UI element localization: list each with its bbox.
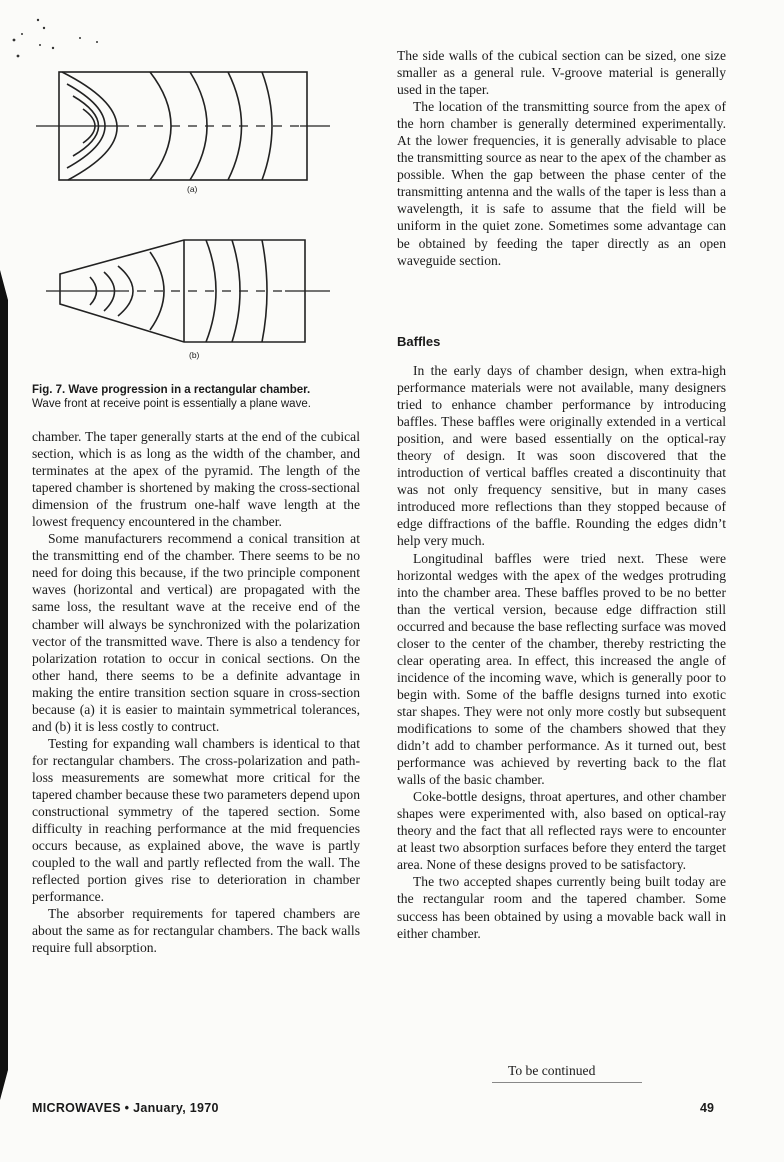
baffles-paragraph-4: The two accepted shapes currently being built today are the rectangular room and the tapered chamber. Some success has been obtained by using a movable back wall in either chamber.	[397, 874, 726, 941]
figure-caption	[32, 384, 362, 411]
right-column-baffles	[397, 362, 726, 942]
left-paragraph-4: The absorber requirements for tapered chambers are about the same as for rectangular chambers. The back walls require full absorption.	[32, 906, 360, 956]
figure-a-label: (a)	[187, 184, 198, 194]
figure-caption-title: Fig. 7. Wave progression in a rectangular chamber.	[32, 384, 311, 396]
figure-b-tapered-chamber	[46, 240, 330, 342]
left-paragraph-2: Some manufacturers recommend a conical transition at the transmitting end of the chamber. There seems to be no need for doing this because, if the two principle component waves (horizontal and vertical) are propagated with the same loss, the resultant wave at the receive end of the chamber will always be synchronized with the polarization vector of the transmitted wave. There is also a tendency for polarization rotation to occur in conical sections. On the other hand, there seems to be a definite advantage in making the entire transition section square in cross-section because (a) it is easier to maintain symmetrical tolerances, and (b) it is less costly to contruct.	[32, 531, 360, 734]
figure-caption-text: Wave front at receive point is essentially a plane wave.	[32, 397, 311, 410]
baffles-paragraph-2: Longitudinal baffles were tried next. These were horizontal wedges with the apex of the wedges protruding into the chamber area. These baffles proved to be no better than the vertical version, because edge diffraction still occurred and because the base reflecting surface was moved closer to the center of the chamber, thereby restricting the clear operating area. In effect, this increased the angle of incidence of the incoming wave, which is generally poor to begin with. Some of the baffle designs turned into exotic star shapes. They were not only more costly but subsequent modifications to some of the chambers showed that they didn’t add to chamber performance. As it turned out, best performance was achieved by reverting back to the flat walls of the basic chamber.	[397, 550, 726, 788]
baffles-paragraph-3: Coke-bottle designs, throat apertures, and other chamber shapes were experimented with, also based on optical-ray theory and the fact that all reflected rays were to encounter at least two absorption surfaces before they enterd the target area. None of these designs proved to be satisfactory.	[397, 789, 726, 873]
to-be-continued: To be continued	[508, 1063, 596, 1078]
figure-a-rectangular-chamber	[36, 72, 330, 180]
right-paragraph-2: The location of the transmitting source from the apex of the horn chamber is generally determined experimentally. At the lower frequencies, it is generally advisable to place the transmitting source as near to the apex of the chamber as possible. When the gap between the phase center of the transmitting antenna and the walls of the taper is less than a wavelength, it is safe to assume that the field will be uniform in the quiet zone. Sometimes some advantage can be obtained by feeding the taper directly as an open waveguide section.	[397, 99, 726, 268]
figure-b-label: (b)	[189, 350, 200, 360]
continued-rule	[492, 1082, 642, 1083]
right-paragraph-1: The side walls of the cubical section can be sized, one size smaller as a general rule. V-groove material is generally used in the taper.	[397, 48, 726, 98]
footer-page-number: 49	[700, 1101, 714, 1115]
right-column-top	[397, 47, 726, 269]
left-column	[32, 428, 360, 956]
baffles-paragraph-1: In the early days of chamber design, when extra-high performance materials were not available, many designers tried to enhance chamber performance by introducing baffles. These baffles were originally extended in a vertical position, and were based essentially on the optical-ray theory of design. It was soon discovered that the introduction of vertical baffles created a discontinuity that was not only frequency sensitive, but in many cases introduced more reflections than they stopped because of edge diffractions of the baffle. Rounding the edges didn’t help very much.	[397, 363, 726, 549]
footer-journal: MICROWAVES • January, 1970	[32, 1101, 219, 1115]
section-heading-baffles: Baffles	[397, 334, 441, 349]
left-paragraph-1: chamber. The taper generally starts at the end of the cubical section, which is as long as the width of the chamber, and terminates at the apex of the pyramid. The length of the tapered chamber is shortened by making the cross-sectional dimension of the frustrum one-half wave length at the lowest frequency encountered in the chamber.	[32, 429, 360, 530]
left-paragraph-3: Testing for expanding wall chambers is identical to that for rectangular chambers. The cross-polarization and path-loss measurements are somewhat more critical for the tapered chamber because these two parameters depend upon constructional symmetry of the tapered section. Some difficulty in reaching performance at the mid frequencies occurs because, as explained above, the wave is partly coupled to the wall and partly reflected from the wall. The reflected portion gives rise to deterioration in chamber performance.	[32, 735, 360, 905]
